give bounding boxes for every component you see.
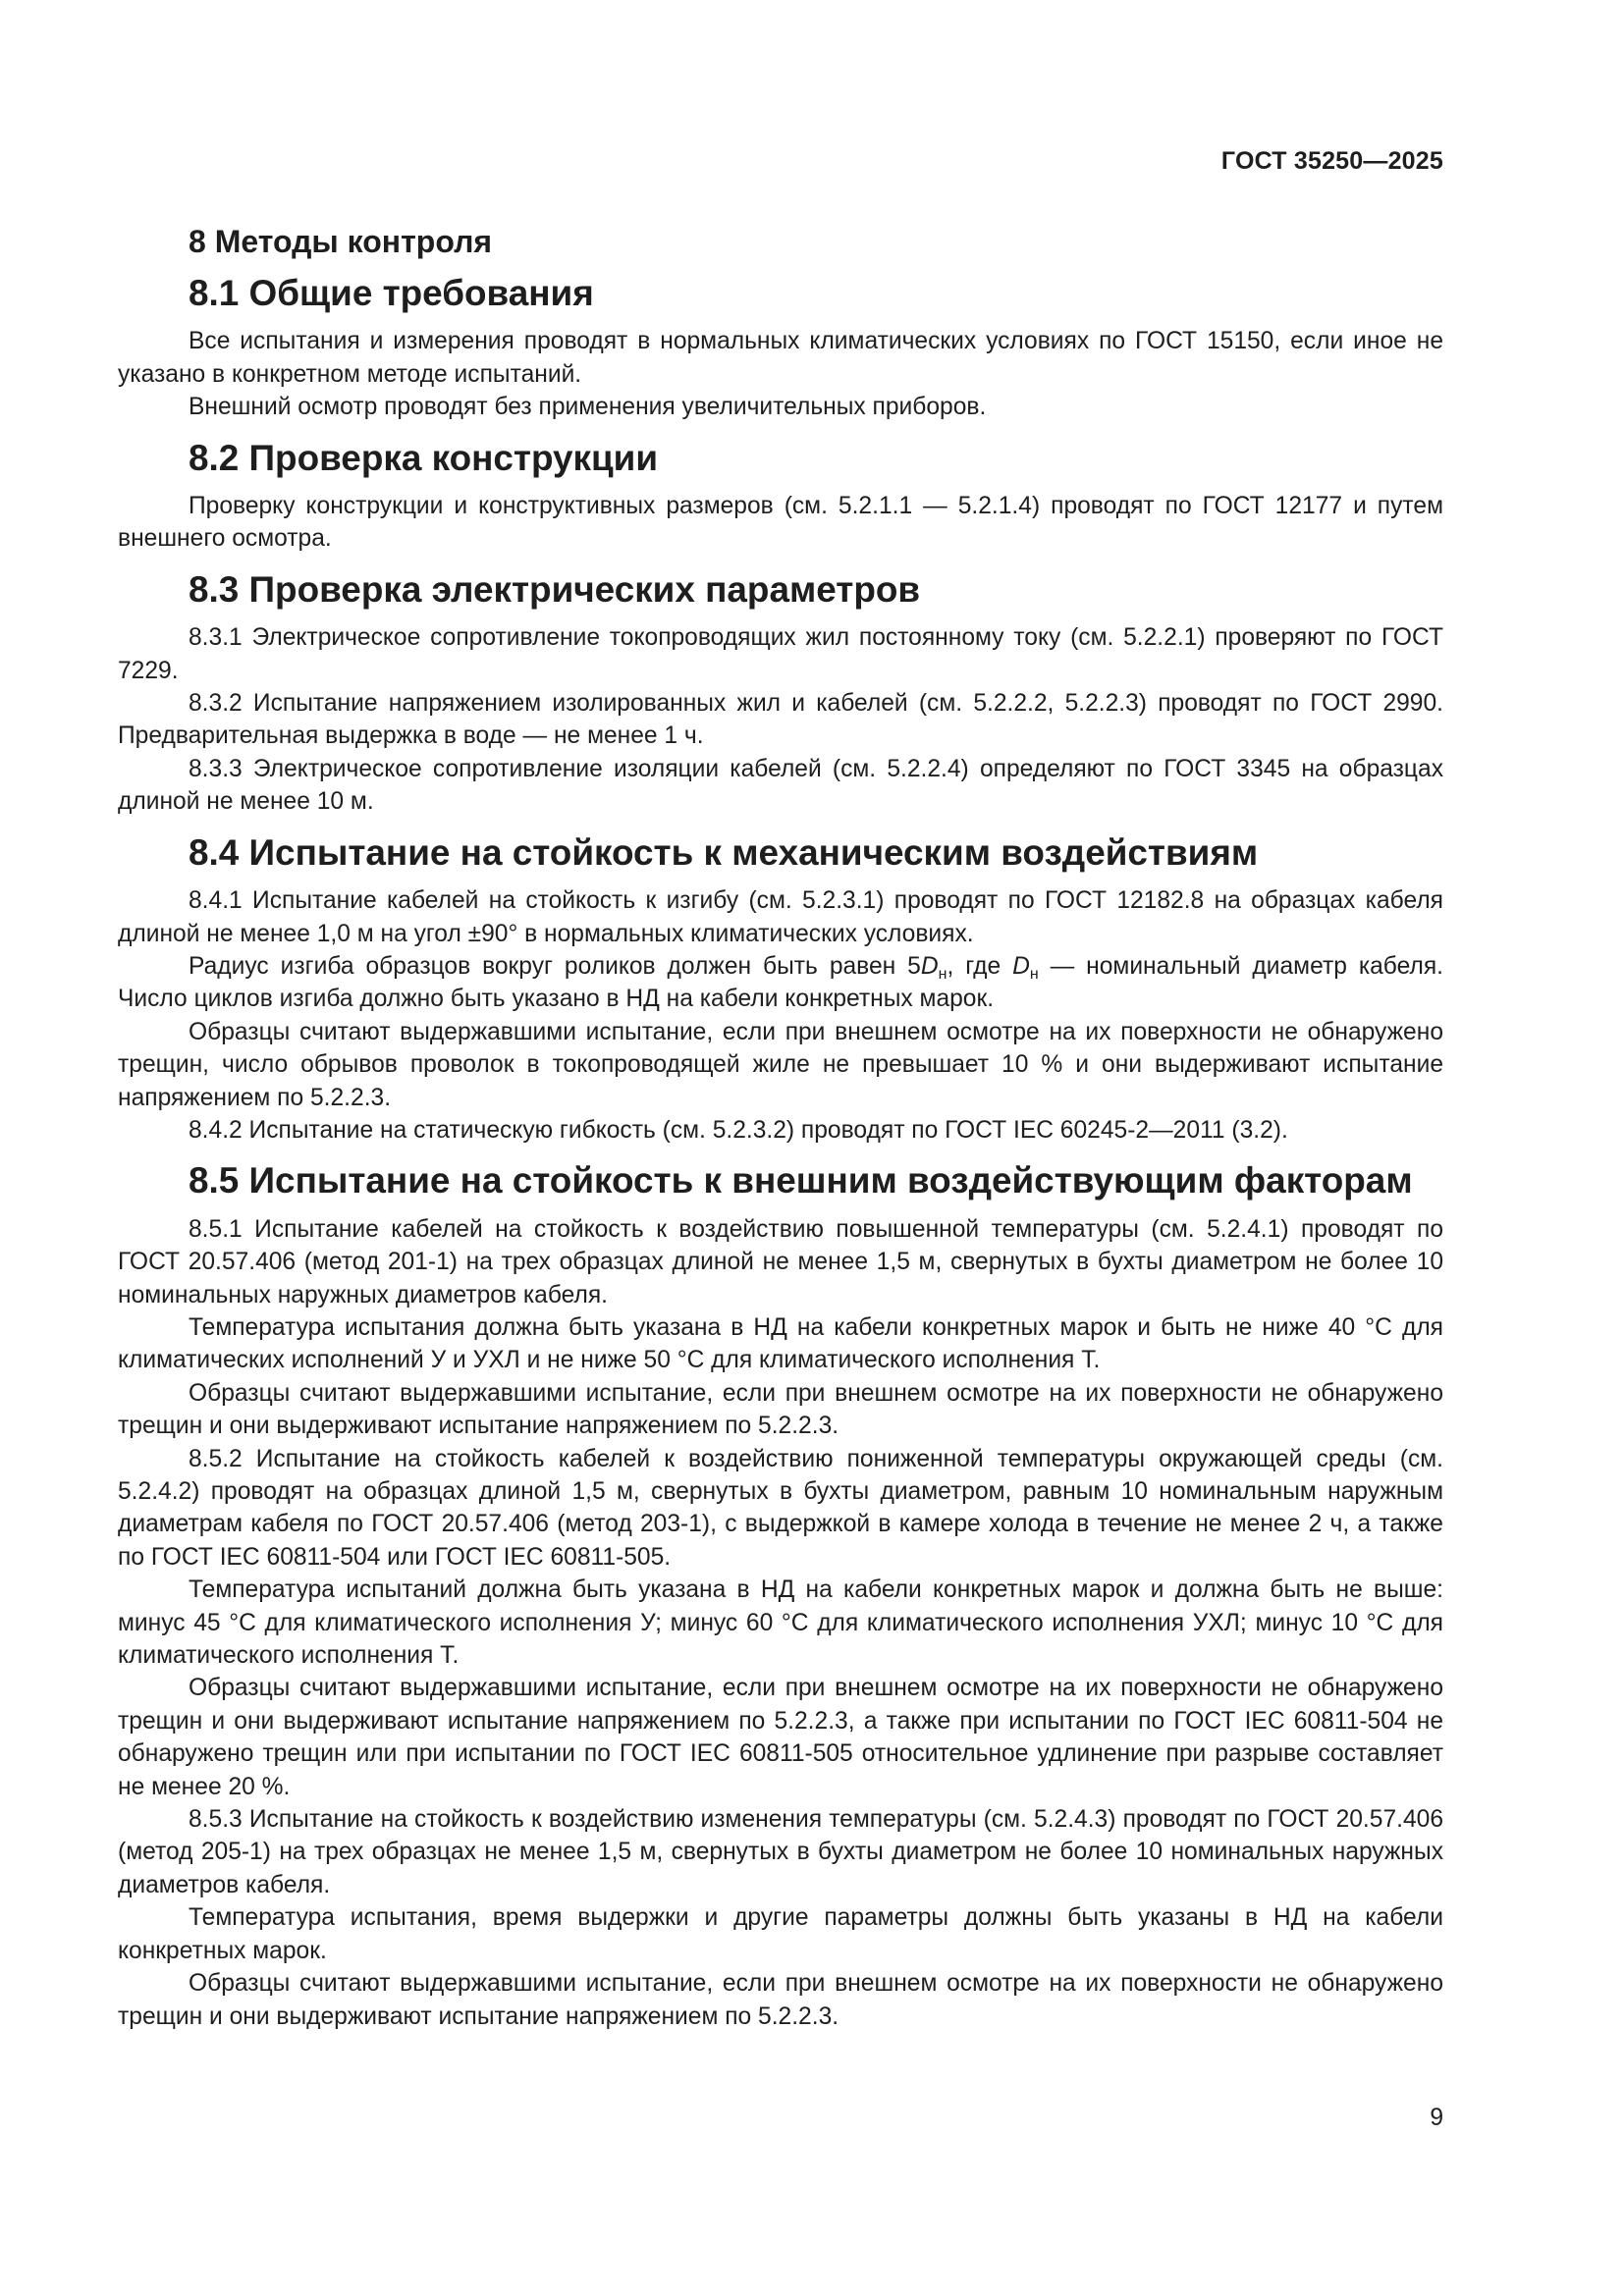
subsection-title-8-2: 8.2 Проверка конструкции bbox=[189, 437, 659, 478]
paragraph: Образцы считают выдержавшими испытание, если при внешнем осмотре на их поверхности не обнаружено трещин и они выдерживают испытание напряжением по 5.2.2.3. bbox=[118, 1970, 1443, 2030]
paragraph-bend-radius bbox=[118, 950, 1443, 1016]
subsection-title-8-4: 8.4 Испытание на стойкость к механическим воздействиям bbox=[189, 831, 1259, 873]
text-run: , где bbox=[947, 952, 1013, 980]
paragraph-8-5-1: 8.5.1 Испытание кабелей на стойкость к воздействию повышенной температуры (см. 5.2.4.1) проводят по ГОСТ 20.57.406 (метод 201-1) на трех образцах длиной не менее 1,5 м, свернутых в бухты диаметром не более 10 номинальных наружных диаметров кабеля. bbox=[118, 1215, 1443, 1308]
paragraph: Внешний осмотр проводят без применения увеличительных приборов. bbox=[189, 394, 987, 421]
paragraph-8-3-3: 8.3.3 Электрическое сопротивление изоляции кабелей (см. 5.2.2.4) определяют по ГОСТ 3345 на образцах длиной не менее 10 м. bbox=[118, 755, 1443, 816]
document-code: ГОСТ 35250—2025 bbox=[1220, 147, 1443, 175]
paragraph-8-5-3: 8.5.3 Испытание на стойкость к воздействию изменения температуры (см. 5.2.4.3) проводят по ГОСТ 20.57.406 (метод 205-1) на трех образцах не менее 1,5 м, свернутых в бухты диаметром не более 10 номинальных наружных диаметров кабеля. bbox=[118, 1806, 1443, 1898]
section-title: 8 Методы контроля bbox=[189, 224, 493, 259]
paragraph: Температура испытания, время выдержки и другие параметры должны быть указаны в НД на кабели конкретных марок. bbox=[118, 1904, 1443, 1964]
subsection-title-8-3: 8.3 Проверка электрических параметров bbox=[189, 568, 921, 610]
paragraph-8-5-2: 8.5.2 Испытание на стойкость кабелей к воздействию пониженной температуры окружающей среды (см. 5.2.4.2) проводят на образцах длиной 1,5 м, свернутых в бухты диаметром, равным 10 номинальным наружным диаметрам кабеля по ГОСТ 20.57.406 (метод 203-1), с выдержкой в камере холода в течение не менее 2 ч, а также по ГОСТ IEC 60811-504 или ГОСТ IEC 60811-505. bbox=[118, 1445, 1443, 1571]
diameter-subscript: н bbox=[938, 965, 947, 983]
text-run: — номинальный диаметр кабеля. Число циклов изгиба должно быть указано в НД на кабели конкретных марок. bbox=[118, 952, 1443, 1013]
paragraph: Проверку конструкции и конструктивных размеров (см. 5.2.1.1 — 5.2.1.4) проводят по ГОСТ 12177 и путем внешнего осмотра. bbox=[118, 493, 1443, 553]
paragraph-8-4-1: 8.4.1 Испытание кабелей на стойкость к изгибу (см. 5.2.3.1) проводят по ГОСТ 12182.8 на образцах кабеля длиной не менее 1,0 м на угол ±90° в нормальных климатических условиях. bbox=[118, 887, 1443, 947]
paragraph: Все испытания и измерения проводят в нормальных климатических условиях по ГОСТ 15150, если иное не указано в конкретном методе испытаний. bbox=[118, 328, 1443, 388]
paragraph: Температура испытания должна быть указана в НД на кабели конкретных марок и быть не ниже 40 °С для климатических исполнений У и УХЛ и не ниже 50 °С для климатического исполнения Т. bbox=[118, 1313, 1443, 1374]
paragraph-8-4-2: 8.4.2 Испытание на статическую гибкость (см. 5.2.3.2) проводят по ГОСТ IEC 60245-2—2011 (3.2). bbox=[189, 1116, 1288, 1144]
subsection-title-8-1: 8.1 Общие требования bbox=[189, 273, 594, 313]
diameter-symbol: D bbox=[920, 952, 939, 980]
diameter-subscript: н bbox=[1029, 965, 1039, 983]
subsection-title-8-5: 8.5 Испытание на стойкость к внешним воздействующим факторам bbox=[189, 1160, 1413, 1201]
page-number: 9 bbox=[1430, 2105, 1443, 2131]
paragraph: Температура испытаний должна быть указана в НД на кабели конкретных марок и должна быть не выше: минус 45 °С для климатического исполнения У; минус 60 °С для климатического исполнения УХЛ; минус 10 °С для климатического исполнения Т. bbox=[118, 1576, 1443, 1670]
paragraph: Образцы считают выдержавшими испытание, если при внешнем осмотре на их поверхности не обнаружено трещин и они выдерживают испытание напряжением по 5.2.2.3, а также при испытании по ГОСТ IEC 60811-504 не обнаружено трещин или при испытании по ГОСТ IEC 60811-505 относительное удлинение при разрыве составляет не менее 20 %. bbox=[118, 1675, 1443, 1800]
page-content bbox=[118, 222, 1443, 2033]
text-run: Радиус изгиба образцов вокруг роликов должен быть равен 5 bbox=[189, 952, 921, 980]
paragraph-8-3-2: 8.3.2 Испытание напряжением изолированных жил и кабелей (см. 5.2.2.2, 5.2.2.3) проводят по ГОСТ 2990. Предварительная выдержка в воде — не менее 1 ч. bbox=[118, 690, 1443, 750]
paragraph: Образцы считают выдержавшими испытание, если при внешнем осмотре на их поверхности не обнаружено трещин, число обрывов проволок в токопроводящей жиле не превышает 10 % и они выдерживают испытание напряжением по 5.2.2.3. bbox=[118, 1018, 1443, 1111]
paragraph: Образцы считают выдержавшими испытание, если при внешнем осмотре на их поверхности не обнаружено трещин и они выдерживают испытание напряжением по 5.2.2.3. bbox=[118, 1379, 1443, 1440]
paragraph-8-3-1: 8.3.1 Электрическое сопротивление токопроводящих жил постоянному току (см. 5.2.2.1) проверяют по ГОСТ 7229. bbox=[118, 624, 1443, 684]
diameter-symbol: D bbox=[1012, 952, 1030, 980]
